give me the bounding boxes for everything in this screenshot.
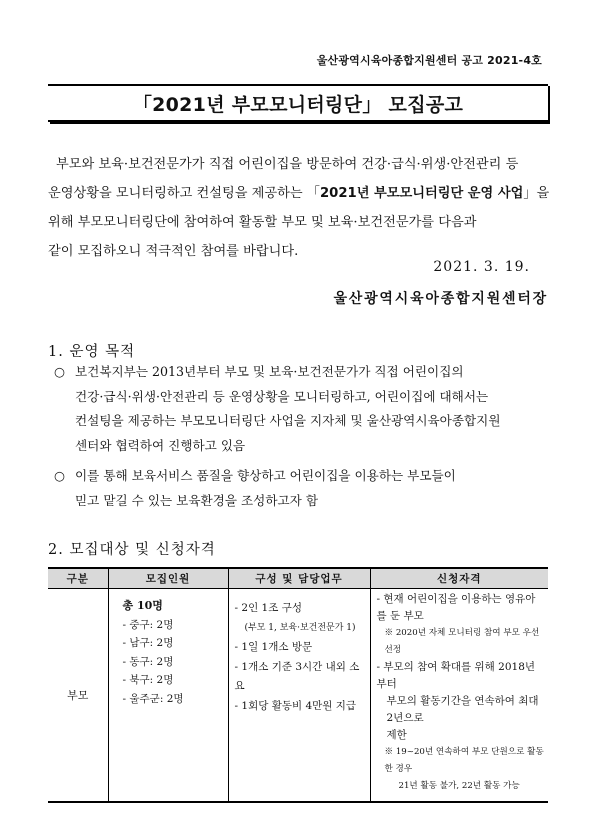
qualification-item: - 현재 어린이집을 이용하는 영유아를 둔 부모 — [376, 593, 536, 622]
intro-line-2-b: 」을 — [523, 186, 550, 201]
recruit-total: 총 10명 — [122, 599, 163, 612]
recruit-table — [48, 567, 548, 803]
table-row — [48, 589, 548, 803]
list-item — [54, 464, 544, 513]
cell-recruit-count — [108, 589, 228, 803]
intro-paragraph — [48, 150, 550, 266]
cell-qualification — [370, 589, 548, 803]
circle-bullet-icon: ○ — [54, 468, 65, 483]
composition-item: - 1회당 활동비 4만원 지급 — [234, 699, 357, 712]
composition-note: (부모 1, 보육·보건전문가 1) — [244, 622, 356, 633]
intro-line-3: 위해 부모모니터링단에 참여하여 활동할 부모 및 보육·보건전문가를 다음과 — [48, 215, 477, 230]
cell-category: 부모 — [48, 589, 108, 803]
district-item: - 울주군: 2명 — [122, 692, 184, 705]
header-category: 구분 — [48, 568, 108, 589]
bullet-1-line-1: 보건복지부는 2013년부터 부모 및 보육·보건전문가가 직접 어린이집의 — [75, 364, 464, 379]
table-header-row — [48, 568, 548, 589]
title-box — [48, 84, 548, 122]
bullet-1-line-3: 컨설팅을 제공하는 부모모니터링단 사업을 지자체 및 울산광역시육아종합지원 — [75, 413, 501, 428]
composition-item: - 2인 1조 구성 — [234, 602, 302, 614]
header-composition: 구성 및 담당업무 — [228, 568, 370, 589]
composition-item: - 1일 1개소 방문 — [234, 641, 313, 653]
composition-item: - 1개소 기준 3시간 내외 소요 — [234, 660, 360, 692]
bullet-2-line-2: 믿고 맡길 수 있는 보육환경을 조성하고자 함 — [75, 492, 318, 508]
qualification-item: - 부모의 참여 확대를 위해 2018년부터 — [376, 661, 536, 690]
notice-date: 2021. 3. 19. — [433, 259, 530, 275]
section-1-heading: 1. 운영 목적 — [48, 344, 136, 360]
district-item: - 남구: 2명 — [122, 637, 174, 649]
qualification-note: ※ 2020년 자체 모니터링 참여 부모 우선 선정 — [384, 628, 540, 655]
district-item: - 북구: 2명 — [122, 674, 174, 686]
intro-line-2-bold: 2021년 부모모니터링단 운영 사업 — [320, 186, 524, 201]
cell-composition — [228, 589, 370, 803]
section-1-bullets — [54, 360, 544, 519]
section-2-heading: 2. 모집대상 및 신청자격 — [48, 542, 216, 558]
header-recruit-count: 모집인원 — [108, 568, 228, 589]
intro-line-4: 같이 모집하오니 적극적인 참여를 바랍니다. — [48, 244, 299, 259]
intro-line-2 — [48, 179, 550, 208]
intro-line-2-a: 운영상황을 모니터링하고 컨설팅을 제공하는 「 — [48, 186, 320, 201]
intro-line-1: 부모와 보육·보건전문가가 직접 어린이집을 방문하여 건강·급식·위생·안전관리 등 — [56, 157, 519, 172]
bullet-1-line-2: 건강·급식·위생·안전관리 등 운영상황을 모니터링하고, 어린이집에 대해서는 — [75, 388, 489, 404]
district-item: - 동구: 2명 — [122, 655, 174, 668]
bullet-1-line-4: 센터와 협력하여 진행하고 있음 — [75, 437, 246, 453]
list-item — [54, 360, 544, 458]
bullet-2-line-1: 이를 통해 보육서비스 품질을 향상하고 어린이집을 이용하는 부모들이 — [75, 468, 456, 483]
qualification-item-cont: 제한 — [386, 729, 407, 741]
circle-bullet-icon: ○ — [54, 364, 65, 379]
signer: 울산광역시육아종합지원센터장 — [333, 291, 548, 307]
qualification-note-cont: 21년 활동 불가, 22년 활동 가능 — [398, 781, 520, 791]
page-title: 「2021년 부모모니터링단」 모집공고 — [132, 93, 464, 116]
district-item: - 중구: 2명 — [122, 618, 174, 631]
notice-number: 울산광역시육아종합지원센터 공고 2021-4호 — [316, 54, 542, 67]
qualification-item-cont: 부모의 활동기간을 연속하여 최대 2년으로 — [386, 695, 539, 724]
header-qualification: 신청자격 — [370, 568, 548, 589]
qualification-note: ※ 19~20년 연속하여 부모 단원으로 활동한 경우 — [384, 747, 544, 774]
